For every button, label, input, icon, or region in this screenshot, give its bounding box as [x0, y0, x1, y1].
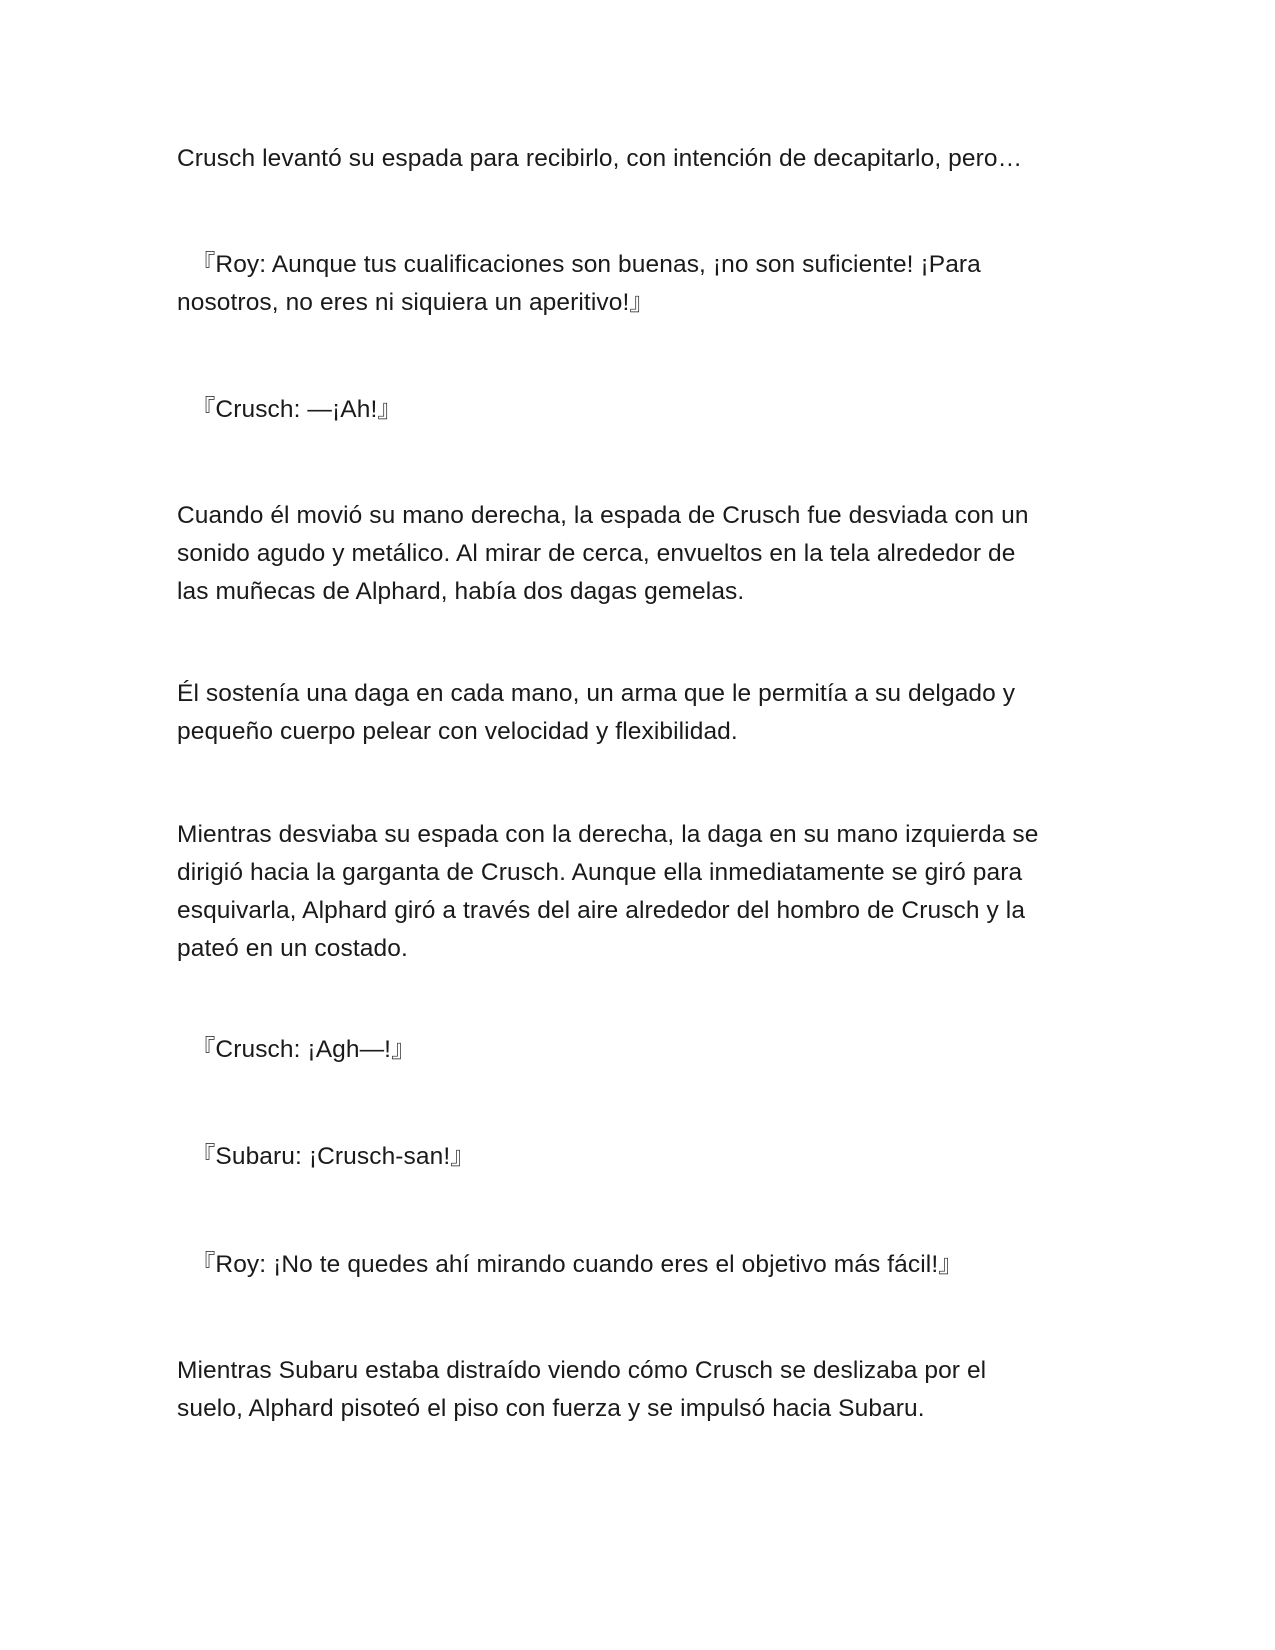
text-line: esquivarla, Alphard giró a través del aire alrededor del hombro de Crusch y la — [177, 897, 1026, 924]
text-line: 『Crusch: —¡Ah!』 — [177, 396, 402, 423]
paragraph-narration — [177, 816, 1107, 968]
text-line: Él sostenía una daga en cada mano, un arma que le permitía a su delgado y — [177, 680, 1016, 707]
text-line: 『Roy: Aunque tus cualificaciones son buenas, ¡no son suficiente! ¡Para — [177, 251, 981, 278]
text-line: las muñecas de Alphard, había dos dagas gemelas. — [177, 578, 745, 605]
paragraph-narration — [177, 675, 1107, 751]
text-line: 『Roy: ¡No te quedes ahí mirando cuando eres el objetivo más fácil!』 — [177, 1251, 963, 1278]
text-line: 『Subaru: ¡Crusch-san!』 — [177, 1143, 475, 1170]
text-line: dirigió hacia la garganta de Crusch. Aunque ella inmediatamente se giró para — [177, 859, 1023, 886]
text-line: pateó en un costado. — [177, 935, 408, 962]
text-line: 『Crusch: ¡Agh—!』 — [177, 1036, 416, 1063]
text-line: suelo, Alphard pisoteó el piso con fuerza y se impulsó hacia Subaru. — [177, 1395, 925, 1422]
text-line: nosotros, no eres ni siquiera un aperitivo!』 — [177, 289, 654, 316]
text-line: Cuando él movió su mano derecha, la espada de Crusch fue desviada con un — [177, 502, 1029, 529]
text-line: Mientras Subaru estaba distraído viendo cómo Crusch se deslizaba por el — [177, 1357, 987, 1384]
paragraph-dialogue-subaru — [177, 1138, 1107, 1176]
paragraph-narration — [177, 1352, 1107, 1428]
paragraph-narration — [177, 497, 1107, 611]
text-line: Crusch levantó su espada para recibirlo, con intención de decapitarlo, pero… — [177, 145, 1023, 172]
paragraph-narration — [177, 140, 1107, 178]
paragraph-dialogue-crusch — [177, 1031, 1107, 1069]
paragraph-dialogue-crusch — [177, 391, 1107, 429]
paragraph-dialogue-roy — [177, 246, 1107, 322]
text-line: sonido agudo y metálico. Al mirar de cerca, envueltos en la tela alrededor de — [177, 540, 1016, 567]
paragraph-dialogue-roy — [177, 1246, 1107, 1284]
text-line: Mientras desviaba su espada con la derecha, la daga en su mano izquierda se — [177, 821, 1039, 848]
text-line: pequeño cuerpo pelear con velocidad y flexibilidad. — [177, 718, 738, 745]
